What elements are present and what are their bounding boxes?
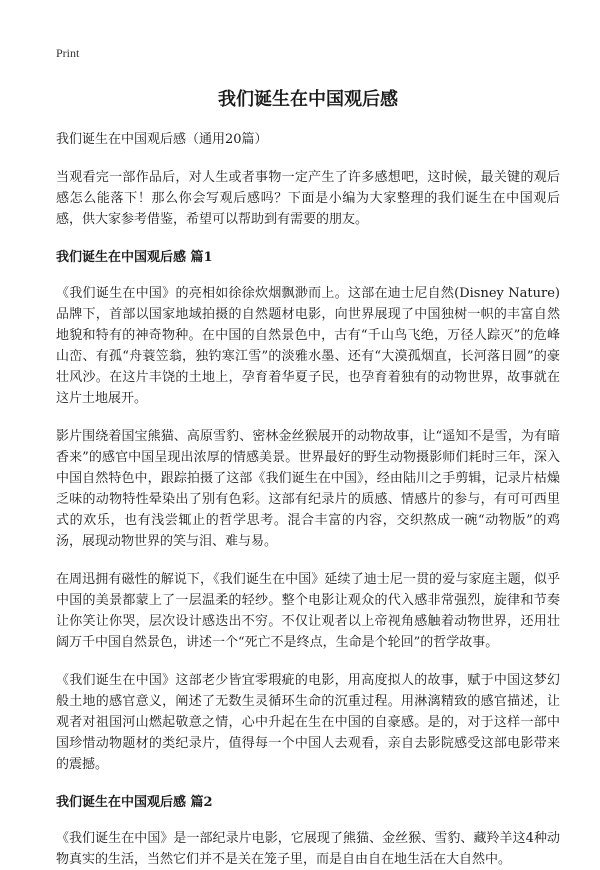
page-title: 我们诞生在中国观后感 bbox=[218, 89, 398, 110]
intro-paragraph: 当观看完一部作品后，对人生或者事物一定产生了许多感想吧，这时候，最关键的观后感怎么能落下！那么你会写观后感吗？下面是小编为大家整理的我们诞生在中国观后感，供大家参考借鉴，希望可以帮助到有需要的朋友。 bbox=[56, 170, 560, 227]
section-1-paragraph-2: 影片围绕着国宝熊猫、高原雪豹、密林金丝猴展开的动物故事，让“遥知不是雪，为有暗香来”的感官中国呈现出浓厚的情感美景。世界最好的野生动物摄影师们耗时三年，深入中国自然特色中，跟踪拍摄了这部《我们诞生在中国》，经由陆川之手剪辑，记录片枯燥乏味的动物特性晕染出了别有色彩。这部有纪录片的质感、情感片的参与，有可可西里式的欢乐，也有浅尝辄止的哲学思考。混合丰富的内容，交织熬成一碗“动物版”的鸡汤，展现动物世界的笑与泪、难与易。 bbox=[56, 429, 560, 549]
section-heading-2: 我们诞生在中国观后感 篇2 bbox=[56, 795, 213, 810]
print-link[interactable]: Print bbox=[56, 46, 80, 60]
section-1-paragraph-4: 《我们诞生在中国》这部老少皆宜零瑕疵的电影，用高度拟人的故事，赋于中国这梦幻般土地的感官意义，阐述了无数生灵循环生命的沉重过程。用淋漓精致的感官描述，让观者对祖国河山燃起敬意之情，心中升起在生在中国的自豪感。是的，对于这样一部中国珍惜动物题材的类纪录片，值得每一个中国人去观看，亲自去影院感受这部电影带来的震撼。 bbox=[56, 673, 560, 772]
section-2-paragraph-1: 《我们诞生在中国》是一部纪录片电影，它展现了熊猫、金丝猴、雪豹、藏羚羊这4种动物真实的生活，当然它们并不是关在笼子里，而是自由自在地生活在大自然中。 bbox=[56, 831, 560, 867]
section-1-paragraph-1: 《我们诞生在中国》的亮相如徐徐炊烟飘渺而上。这部在迪士尼自然(Disney Nature)品牌下，首部以国家地域拍摄的自然题材电影，向世界展现了中国独树一帜的丰富自然地貌和特有的神奇物种。在中国的自然景色中，古有“千山鸟飞绝，万径人踪灭”的危峰山峦、有孤“舟蓑笠翁，独钓寒江雪”的淡雅水墨、还有“大漠孤烟直，长河落日圆”的豪壮风沙。在这片丰饶的土地上，孕育着华夏子民，也孕育着独有的动物世界，故事就在这片土地展开。 bbox=[56, 286, 560, 406]
section-1-paragraph-3: 在周迅拥有磁性的解说下，《我们诞生在中国》延续了迪士尼一贯的爱与家庭主题，似乎中国的美景都蒙上了一层温柔的轻纱。整个电影让观众的代入感非常强烈，旋律和节奏让你笑让你哭，层次设计感迭出不穷。不仅让观者以上帝视角感触着动物世界，还用壮阔万千中国自然景色，讲述一个“死亡不是终点，生命是个轮回”的哲学故事。 bbox=[56, 572, 560, 650]
section-heading-1: 我们诞生在中国观后感 篇1 bbox=[56, 250, 213, 265]
document-subtitle: 我们诞生在中国观后感（通用20篇） bbox=[56, 132, 268, 147]
